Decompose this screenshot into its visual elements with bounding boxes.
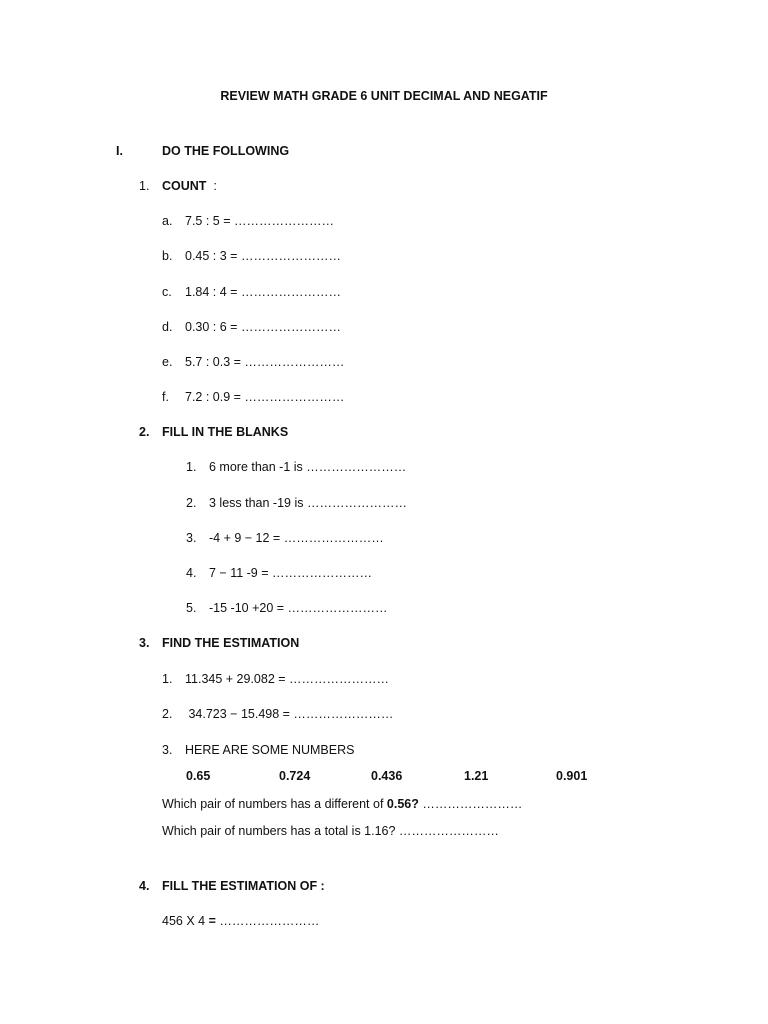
list-item-letter: c. bbox=[162, 285, 172, 299]
list-item: 6 more than -1 is …………………… bbox=[209, 460, 407, 474]
number-value: 0.901 bbox=[556, 769, 588, 783]
list-item: 11.345 + 29.082 = …………………… bbox=[185, 672, 390, 686]
section-heading: DO THE FOLLOWING bbox=[162, 144, 290, 158]
list-item-letter: a. bbox=[162, 214, 173, 228]
list-item: 5.7 : 0.3 = …………………… bbox=[185, 355, 345, 369]
question-number: 4. bbox=[139, 879, 150, 893]
list-item: -4 + 9 − 12 = …………………… bbox=[209, 531, 384, 545]
list-item-number: 2. bbox=[186, 496, 197, 510]
question-number: 3. bbox=[139, 636, 150, 650]
list-item-number: 5. bbox=[186, 601, 197, 615]
list-item: 3 less than -19 is …………………… bbox=[209, 496, 407, 510]
list-item-number: 3. bbox=[186, 531, 197, 545]
list-item-number: 4. bbox=[186, 566, 197, 580]
question-text-prefix: Which pair of numbers has a different of bbox=[162, 797, 387, 811]
list-item: 7.5 : 5 = …………………… bbox=[185, 214, 334, 228]
list-item-letter: e. bbox=[162, 355, 173, 369]
list-item-number: 1. bbox=[162, 672, 173, 686]
question-text-blank: …………………… bbox=[418, 797, 523, 811]
list-item bbox=[162, 913, 319, 929]
list-item: HERE ARE SOME NUMBERS bbox=[185, 743, 355, 757]
list-item-blank: …………………… bbox=[215, 914, 320, 928]
list-item-number: 1. bbox=[186, 460, 197, 474]
question-heading: FIND THE ESTIMATION bbox=[162, 636, 300, 650]
list-item-prefix: 456 X 4 bbox=[162, 914, 209, 928]
list-item-letter: b. bbox=[162, 249, 173, 263]
question-number: 1. bbox=[139, 179, 150, 193]
list-item-number: 3. bbox=[162, 743, 173, 757]
number-value: 1.21 bbox=[464, 769, 489, 783]
number-value: 0.436 bbox=[371, 769, 403, 783]
list-item: 34.723 − 15.498 = …………………… bbox=[185, 707, 394, 721]
page-title: REVIEW MATH GRADE 6 UNIT DECIMAL AND NEGATIF bbox=[220, 89, 548, 103]
list-item: -15 -10 +20 = …………………… bbox=[209, 601, 388, 615]
question-heading-colon: : bbox=[213, 179, 217, 193]
question-heading: FILL IN THE BLANKS bbox=[162, 425, 289, 439]
list-item: 7.2 : 0.9 = …………………… bbox=[185, 390, 345, 404]
question-heading bbox=[162, 178, 217, 194]
number-value: 0.65 bbox=[186, 769, 211, 783]
list-item: 0.30 : 6 = …………………… bbox=[185, 320, 341, 334]
question-heading: FILL THE ESTIMATION OF : bbox=[162, 879, 325, 893]
question-text bbox=[162, 796, 522, 812]
list-item: 1.84 : 4 = …………………… bbox=[185, 285, 341, 299]
list-item-letter: d. bbox=[162, 320, 173, 334]
question-number: 2. bbox=[139, 425, 150, 439]
list-item: 7 − 11 -9 = …………………… bbox=[209, 566, 373, 580]
list-item: 0.45 : 3 = …………………… bbox=[185, 249, 341, 263]
list-item-number: 2. bbox=[162, 707, 173, 721]
question-text-emphasis: 0.56? bbox=[386, 797, 419, 811]
question-text: Which pair of numbers has a total is 1.16? …………………… bbox=[162, 824, 499, 838]
number-value: 0.724 bbox=[279, 769, 311, 783]
list-item-equals: = bbox=[208, 914, 216, 928]
question-heading-text: COUNT bbox=[162, 179, 207, 193]
list-item-letter: f. bbox=[162, 390, 169, 404]
section-number: I. bbox=[116, 144, 123, 158]
